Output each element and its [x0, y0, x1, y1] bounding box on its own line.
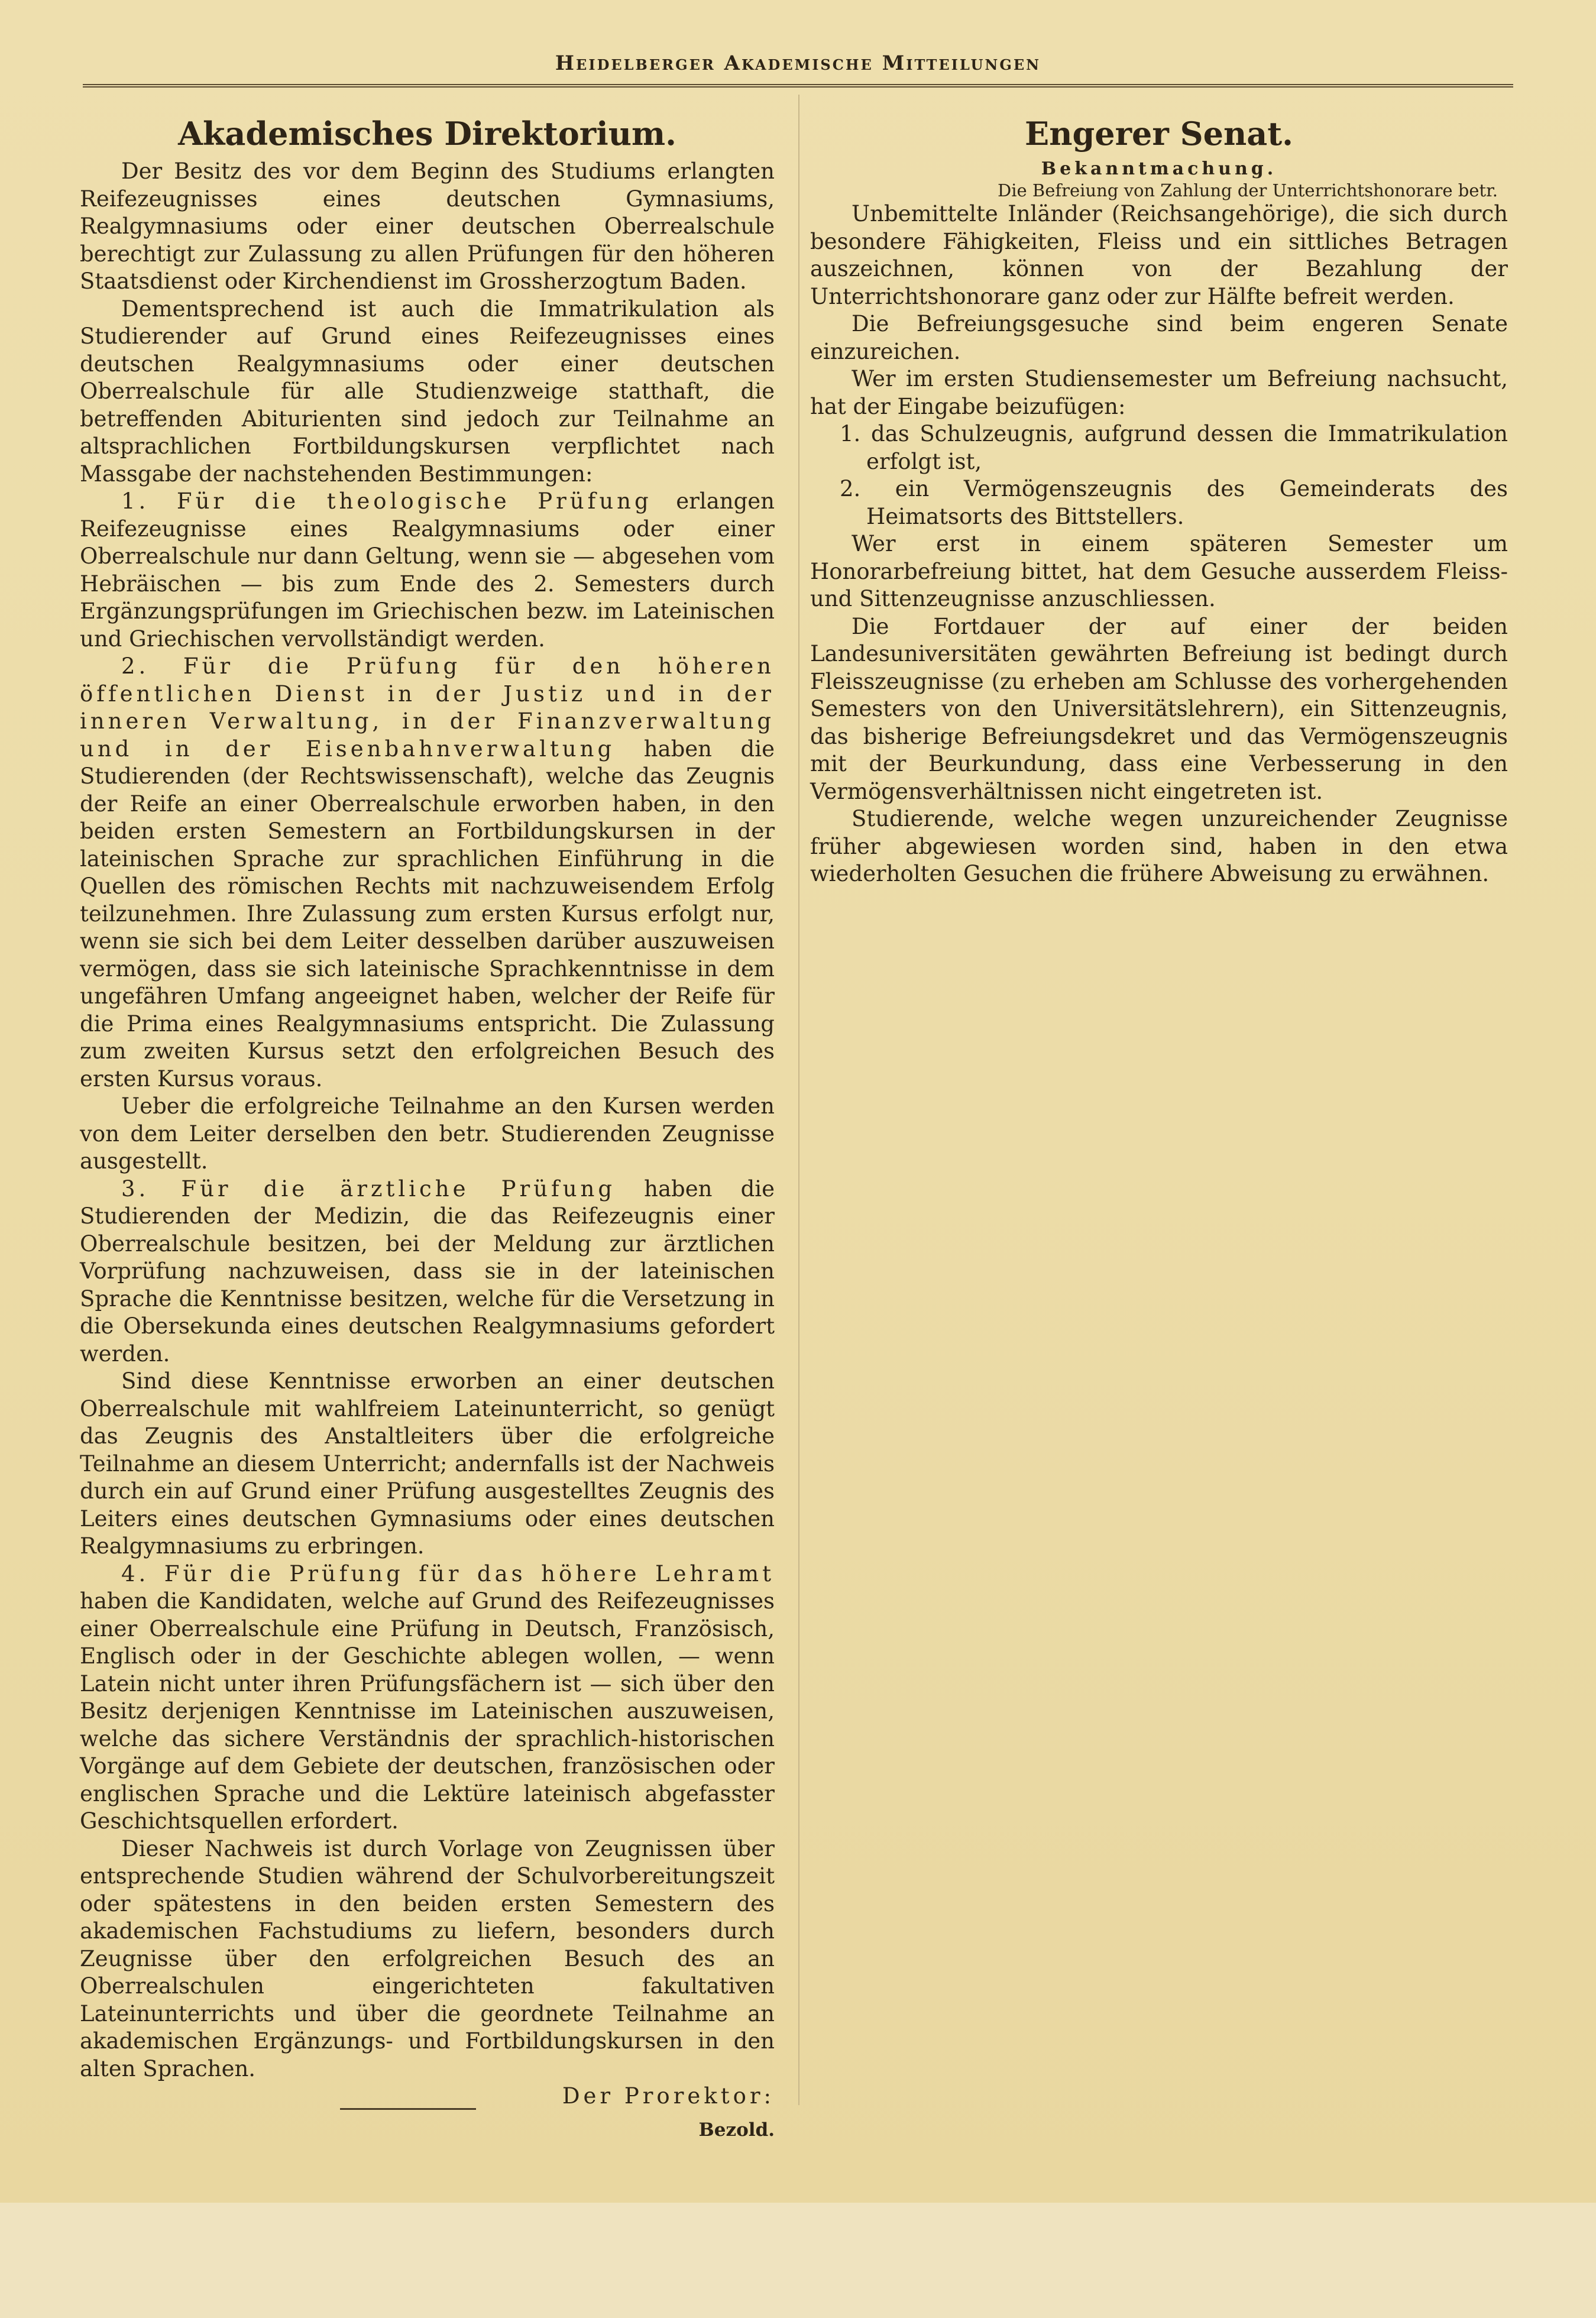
- paragraph: Dementsprechend ist auch die Immatrikulation als Studierender auf Grund eines Reifezeugnisses eines deutschen Realgymnasiums oder einer deutschen Oberrealschule für alle Studienzweige statthaft, die betreffenden Abiturienten sind jedoch zur Teilnahme an altsprachlichen Fortbildungskursen verpflichtet nach Massgabe der nachstehenden Bestimmungen:: [80, 296, 775, 487]
- spaced-lead: 3. Für die ärztliche Prüfung: [121, 1176, 616, 1202]
- section-subtitle: Bekanntmachung.: [1041, 158, 1277, 179]
- left-column: [80, 109, 775, 2144]
- paragraph: Unbemittelte Inländer (Reichsangehörige), die sich durch besondere Fähigkeiten, Fleiss und ein sittliches Betragen auszeichnen, können von der Bezahlung der Unterrichtshonorare ganz oder zur Hälfte befreit werden.: [810, 201, 1508, 309]
- spaced-lead: 4. Für die Prüfung für das höhere Lehramt: [121, 1561, 775, 1587]
- signature-title: Der Prorektor:: [562, 2083, 775, 2109]
- paragraph: Ueber die erfolgreiche Teilnahme an den Kursen werden von dem Leiter derselben den betr. Studierenden Zeugnisse ausgestellt.: [80, 1093, 775, 1174]
- paragraph: Wer im ersten Studiensemester um Befreiung nachsucht, hat der Eingabe beizufügen:: [810, 366, 1508, 419]
- signature-rule: [80, 2110, 775, 2116]
- list-item: 1. das Schulzeugnis, aufgrund dessen die Immatrikulation erfolgt ist,: [840, 421, 1508, 474]
- section-title-senat: Engerer Senat.: [1025, 115, 1293, 153]
- section-title-direktorium: Akademisches Direktorium.: [178, 115, 676, 153]
- paragraph: Der Besitz des vor dem Beginn des Studiums erlangten Reifezeugnisses eines deutschen Gymnasiums, Realgymnasiums oder einer deutschen Oberrealschule berechtigt zur Zulassung zu allen Prüfungen für den höheren Staatsdienst oder Kirchendienst im Grossherzogtum Baden.: [80, 158, 775, 294]
- spaced-lead: 1. Für die theologische Prüfung: [121, 488, 652, 514]
- right-column: [810, 109, 1508, 888]
- paragraph: 3. Für die ärztliche Prüfung haben die Studierenden der Medizin, die das Reifezeugnis einer Oberrealschule besitzen, bei der Meldung zur ärztlichen Vorprüfung nachzuweisen, dass sie in der lateinischen Sprache die Kenntnisse besitzen, welche für die Versetzung in die Obersekunda eines deutschen Realgymnasiums gefordert werden.: [80, 1176, 775, 1367]
- paragraph: Sind diese Kenntnisse erworben an einer deutschen Oberrealschule mit wahlfreiem Lateinunterricht, so genügt das Zeugnis des Anstaltleiters über die erfolgreiche Teilnahme an diesem Unterricht; andernfalls ist der Nachweis durch ein auf Grund einer Prüfung ausgestelltes Zeugnis des Leiters eines deutschen Gymnasiums oder eines deutschen Realgymnasiums zu erbringen.: [80, 1368, 775, 1559]
- paragraph: Studierende, welche wegen unzureichender Zeugnisse früher abgewiesen worden sind, haben in den etwa wiederholten Gesuchen die frühere Abweisung zu erwähnen.: [810, 806, 1508, 886]
- paragraph: 2. Für die Prüfung für den höheren öffentlichen Dienst in der Justiz und in der inneren Verwaltung, in der Finanzverwaltung und in der Eisenbahnverwaltung haben die Studierenden (der Rechtswissenschaft), welche das Zeugnis der Reife an einer Oberrealschule erworben haben, in den beiden ersten Semestern an Fortbildungskursen in der lateinischen Sprache zur sprachlichen Einführung in die Quellen des römischen Rechts mit nachzuweisendem Erfolg teilzunehmen. Ihre Zulassung zum ersten Kursus erfolgt nur, wenn sie sich bei dem Leiter desselben darüber auszuweisen vermögen, dass sie sich lateinische Sprachkenntnisse in dem ungefähren Umfang angeeignet haben, welcher der Reife für die Prima eines Realgymnasiums entspricht. Die Zulassung zum zweiten Kursus setzt den erfolgreichen Besuch des ersten Kursus voraus.: [80, 653, 775, 1092]
- section-subnote: Die Befreiung von Zahlung der Unterrichtshonorare betr.: [998, 180, 1498, 200]
- paragraph: Die Fortdauer der auf einer der beiden Landesuniversitäten gewährten Befreiung ist bedingt durch Fleisszeugnisse (zu erheben am Schlusse des vorhergehenden Semesters von den Universitätslehrern), ein Sittenzeugnis, das bisherige Befreiungsdekret und das Vermögenszeugnis mit der Beurkundung, dass eine Verbesserung in den Vermögensverhältnissen nicht eingetreten ist.: [810, 613, 1508, 804]
- paragraph: Dieser Nachweis ist durch Vorlage von Zeugnissen über entsprechende Studien während der Schulvorbereitungszeit oder spätestens in den beiden ersten Semestern des akademischen Fachstudiums zu liefern, besonders durch Zeugnisse über den erfolgreichen Besuch des an Oberrealschulen eingerichteten fakultativen Lateinunterrichts und über die geordnete Teilnahme an akademischen Ergänzungs- und Fortbildungskursen in den alten Sprachen.: [80, 1835, 775, 2081]
- spaced-lead: 2. Für die Prüfung für den höheren öffentlichen Dienst in der Justiz und in der inneren Verwaltung, in der Finanzverwaltung und in der Eisenbahnverwaltung: [80, 653, 775, 762]
- column-divider: [798, 95, 799, 2105]
- list-item: 2. ein Vermögenszeugnis des Gemeinderats des Heimatsorts des Bittstellers.: [840, 476, 1508, 529]
- signature-name: Bezold.: [698, 2119, 775, 2141]
- paragraph: Wer erst in einem späteren Semester um Honorarbefreiung bittet, hat dem Gesuche ausserdem Fleiss- und Sittenzeugnisse anzuschliessen.: [810, 531, 1508, 611]
- running-title: Heidelberger Akademische Mitteilungen: [83, 43, 1513, 88]
- paragraph: 1. Für die theologische Prüfung erlangen Reifezeugnisse eines Realgymnasiums oder einer Oberrealschule nur dann Geltung, wenn sie — abgesehen vom Hebräischen — bis zum Ende des 2. Semesters durch Ergänzungsprüfungen im Griechischen bezw. im Lateinischen und Griechischen vervollständigt werden.: [80, 488, 775, 652]
- paragraph: 4. Für die Prüfung für das höhere Lehramt haben die Kandidaten, welche auf Grund des Reifezeugnisses einer Oberrealschule eine Prüfung in Deutsch, Französisch, Englisch oder in der Geschichte ablegen wollen, — wenn Latein nicht unter ihren Prüfungsfächern ist — sich über den Besitz derjenigen Kenntnisse im Lateinischen auszuweisen, welche das sichere Verständnis der sprachlich-historischen Vorgänge auf dem Gebiete der deutschen, französischen oder englischen Sprache und die Lektüre lateinisch abgefasster Geschichtsquellen erfordert.: [80, 1561, 775, 1834]
- paragraph: Die Befreiungsgesuche sind beim engeren Senate einzureichen.: [810, 311, 1508, 364]
